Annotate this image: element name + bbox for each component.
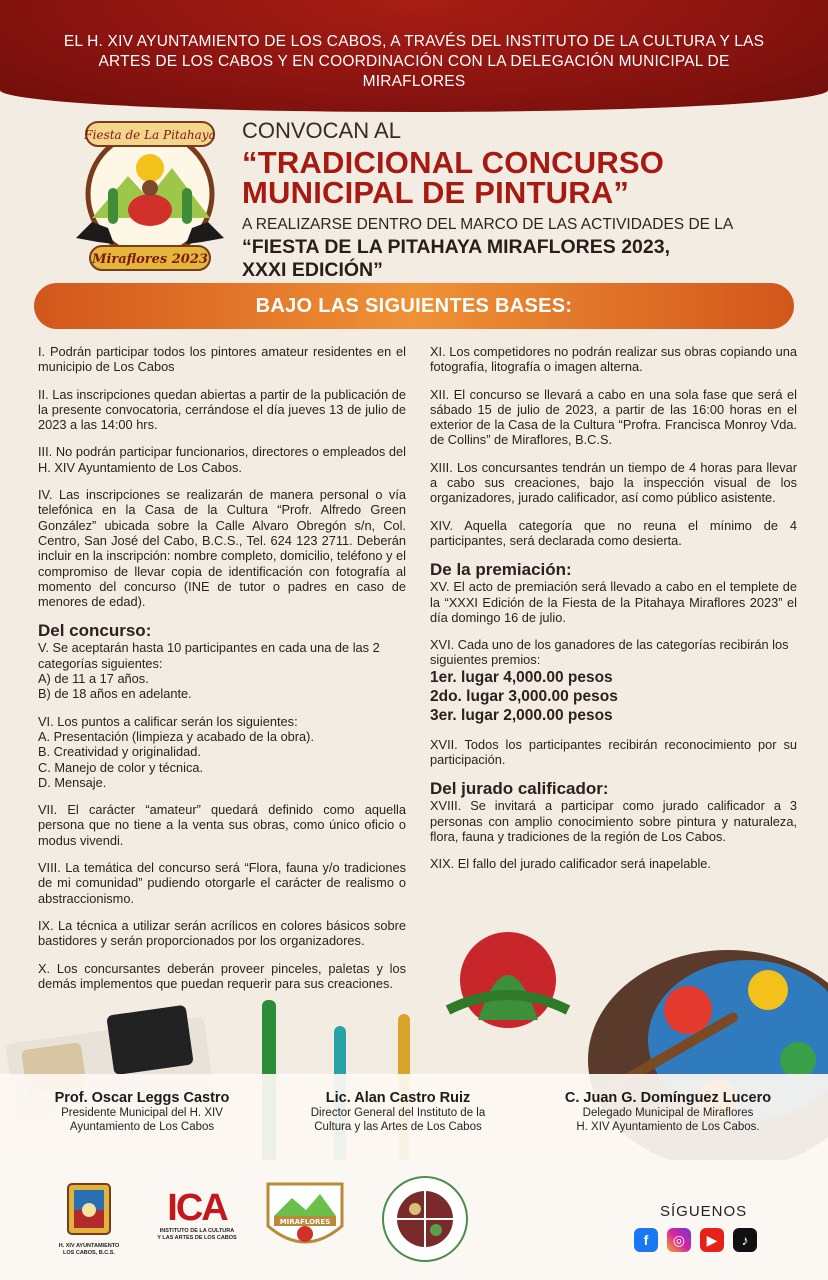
contest-title-line2: MUNICIPAL DE PINTURA”: [242, 175, 630, 210]
base-3: III. No podrán participar funcionarios, directores o empleados del H. XIV Ayuntamiento de Los Cabos.: [38, 444, 406, 475]
base-5-a: A) de 11 a 17 años.: [38, 671, 149, 687]
signature-name: C. Juan G. Domínguez Lucero: [564, 1090, 772, 1106]
youtube-icon[interactable]: ▶: [700, 1228, 724, 1252]
logo-bottom-text: Miraflores 2023: [92, 252, 208, 267]
base-11: XI. Los competidores no podrán realizar sus obras copiando una fotografía, litografía o imagen alterna.: [430, 344, 797, 375]
fiesta-title: [242, 236, 802, 282]
base-17: XVII. Todos los participantes recibirán reconocimiento por su participación.: [430, 736, 797, 768]
signature-presidente: [12, 1090, 272, 1134]
base-2: II. Las inscripciones quedan abiertas a partir de la publicación de la presente convocatoria, cerrándose el día jueves 13 de julio de 2023 a las 14:00 hrs.: [38, 386, 406, 433]
signature-role: Presidente Municipal del H. XIV: [61, 1107, 223, 1119]
base-18: XVIII. Se invitará a participar como jurado calificador a 3 personas con amplio conocimiento sobre pintura y naturaleza, flora, fauna y tradiciones de la región de Los Cabos.: [430, 798, 797, 844]
marco-text: A REALIZARSE DENTRO DEL MARCO DE LAS ACTIVIDADES DE LA: [242, 216, 734, 233]
premiacion-heading: De la premiación:: [430, 560, 572, 580]
base-9: IX. La técnica a utilizar serán acrílicos en colores básicos sobre bastidores y serán proporcionados por los organizadores.: [38, 917, 406, 949]
ica-caption-1: INSTITUTO DE LA CULTURA: [159, 1228, 235, 1234]
miraflores-logo: [262, 1180, 348, 1256]
jurado-heading: Del jurado calificador:: [430, 779, 609, 799]
prize-third: 3er. lugar 2,000.00 pesos: [430, 706, 613, 724]
base-6-c: C. Manejo de color y técnica.: [38, 759, 204, 775]
prize-first: 1er. lugar 4,000.00 pesos: [430, 668, 613, 686]
prize-second: 2do. lugar 3,000.00 pesos: [430, 687, 618, 705]
base-19: XIX. El fallo del jurado calificador será inapelable.: [430, 856, 711, 872]
ica-caption-2: Y LAS ARTES DE LOS CABOS: [157, 1235, 237, 1241]
signature-role: Director General del Instituto de la: [310, 1107, 486, 1119]
signature-director: [268, 1090, 528, 1134]
signature-name: Prof. Oscar Leggs Castro: [54, 1090, 230, 1106]
base-6: VI. Los puntos a calificar serán los siguientes:: [38, 713, 298, 729]
tiktok-icon[interactable]: ♪: [733, 1228, 757, 1252]
coat-of-arms-icon: [58, 1182, 120, 1238]
base-5-b: B) de 18 años en adelante.: [38, 686, 192, 702]
instagram-icon[interactable]: ◎: [667, 1228, 691, 1252]
contest-title-line1: “TRADICIONAL CONCURSO: [242, 145, 665, 180]
base-4: IV. Las inscripciones se realizarán de manera personal o vía telefónica en la Casa de la Cultura “Profr. Alfredo Green González” ubicada sobre la Calle Alvaro Obregón s/n, Col. Centro, San José del Cabo, B.C.S., Tel. 624 123 2711. Deberán incluir en la inscripción: nombre completo, domicilio, teléfono y el compromiso de llevar copia de identificación con fotografía al momento del concurso (INE de tutor o padres en caso de menores de edad).: [38, 487, 406, 610]
fiesta-pitahaya-logo: [68, 118, 232, 278]
base-6-b: B. Creatividad y originalidad.: [38, 744, 201, 760]
signature-role: Cultura y las Artes de Los Cabos: [314, 1121, 482, 1133]
left-column: [38, 344, 406, 1003]
signature-role: Ayuntamiento de Los Cabos: [69, 1121, 215, 1133]
fiesta-title-line2: XXXI EDICIÓN”: [242, 259, 383, 281]
signature-role: H. XIV Ayuntamiento de Los Cabos.: [576, 1121, 760, 1133]
concurso-heading: Del concurso:: [38, 621, 152, 641]
organizers-text: EL H. XIV AYUNTAMIENTO DE LOS CABOS, A TRAVÉS DEL INSTITUTO DE LA CULTURA Y LAS ARTES DE LOS CABOS Y EN COORDINACIÓN CON LA DELEGACIÓN MUNICIPAL DE MIRAFLORES: [63, 33, 765, 90]
facebook-icon[interactable]: f: [634, 1228, 658, 1252]
right-column: [430, 344, 797, 884]
header-text: [242, 118, 802, 282]
base-7: VII. El carácter “amateur” quedará definido como aquella persona que no tiene a la venta sus obras, como único oficio o modus vivendi.: [38, 802, 406, 848]
base-5: V. Se aceptarán hasta 10 participantes en cada una de las 2 categorías siguientes:: [38, 640, 380, 671]
miraflores-label: MIRAFLORES: [279, 1218, 331, 1226]
base-8: VIII. La temática del concurso será “Flora, fauna y/o tradiciones de mi comunidad” pudiendo otorgarle el carácter de realismo o abstraccionismo.: [38, 860, 406, 906]
signature-role: Delegado Municipal de Miraflores: [582, 1107, 754, 1119]
signature-delegado: [533, 1090, 803, 1134]
miraflores-badge-icon: [262, 1180, 348, 1256]
signature-name: Lic. Alan Castro Ruiz: [325, 1090, 471, 1106]
base-6-d: D. Mensaje.: [38, 774, 107, 790]
delegacion-seal-icon: [380, 1174, 470, 1264]
base-1: I. Podrán participar todos los pintores amateur residentes en el municipio de Los Cabos: [38, 344, 406, 375]
logo-top-text: Fiesta de La Pitahaya: [84, 128, 216, 142]
siguenos-label: SÍGUENOS: [660, 1203, 748, 1220]
ayuntamiento-caption-1: H. XIV AYUNTAMIENTO: [58, 1243, 120, 1249]
top-banner: [0, 0, 828, 112]
bases-heading: BAJO LAS SIGUIENTES BASES:: [34, 283, 794, 329]
ica-wordmark: ICA: [167, 1187, 227, 1229]
ayuntamiento-caption-2: LOS CABOS, B.C.S.: [63, 1250, 115, 1256]
convocan-label: CONVOCAN AL: [242, 118, 401, 143]
fiesta-title-line1: “FIESTA DE LA PITAHAYA MIRAFLORES 2023,: [242, 236, 670, 258]
ayuntamiento-logo: [58, 1182, 120, 1260]
ica-logo: [152, 1188, 242, 1258]
base-14: XIV. Aquella categoría que no reuna el mínimo de 4 participantes, será declarada como desierta.: [430, 517, 797, 548]
delegacion-seal-logo: [380, 1174, 470, 1264]
contest-title: [242, 145, 802, 210]
base-15: XV. El acto de premiación será llevado a cabo en el templete de la “XXXI Edición de la Fiesta de la Pitahaya Miraflores 2023” el día domingo 16 de julio.: [430, 579, 797, 625]
base-6-a: A. Presentación (limpieza y acabado de la obra).: [38, 728, 314, 744]
base-16: XVI. Cada uno de los ganadores de las categorías recibirán los siguientes premios:: [430, 637, 789, 668]
base-13: XIII. Los concursantes tendrán un tiempo de 4 horas para llevar a cabo sus creaciones, bajo la inspección visual de los organizadores, jurado calificador, así como público asistente.: [430, 459, 797, 506]
base-10: X. Los concursantes deberán proveer pinceles, paletas y los demás implementos que puedan requerir para sus creaciones.: [38, 960, 406, 991]
base-12: XII. El concurso se llevará a cabo en una sola fase que será el sábado 15 de julio de 2023, a partir de las 16:00 horas en el exterior de la Casa de la Cultura “Profra. Francisca Monroy Vda. de Collins” de Miraflores, B.C.S.: [430, 386, 797, 448]
